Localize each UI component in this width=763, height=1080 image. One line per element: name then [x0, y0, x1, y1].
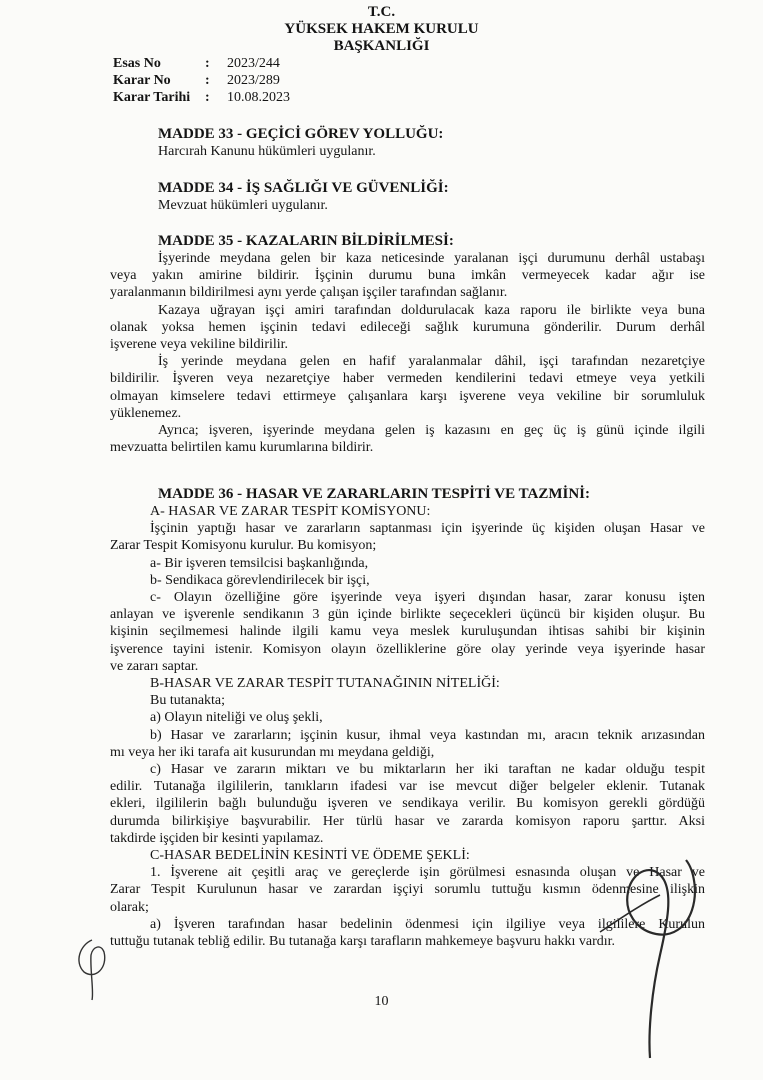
page-number: 10	[374, 994, 389, 1009]
case-row-esas: Esas No : 2023/244	[113, 56, 280, 71]
article-34-title: MADDE 34 - İŞ SAĞLIĞI VE GÜVENLİĞİ:	[158, 180, 449, 196]
case-row-date: Karar Tarihi : 10.08.2023	[113, 90, 290, 105]
header-tc: T.C.	[367, 4, 396, 20]
section-b-title: B-HASAR VE ZARAR TESPİT TUTANAĞININ NİTELİĞİ:	[150, 676, 500, 692]
esas-label: Esas No	[113, 56, 161, 71]
karar-value: 2023/289	[227, 73, 280, 88]
section-a-title: A- HASAR VE ZARAR TESPİT KOMİSYONU:	[150, 504, 431, 519]
case-info	[113, 55, 290, 106]
header-presidency: BAŞKANLIĞI	[333, 38, 430, 54]
article-35: MADDE 35 - KAZALARIN BİLDİRİLMESİ: İşyerinde meydana gelen bir kaza neticesinde yaralanan işçi durumunu derhâl ustabaşı veya yakın amirine bildirir. İşçinin durumu buna imkân vermeyecek kadar ağır ise yaralanmanın bildirilmesi aynı yerde çalışan işçiler tarafından sağlanır. Kazaya uğrayan işçi amiri tarafından doldurulacak kaza raporu ile birlikte veya buna olanak yoksa hemen işçinin tedavi edileceği sağlık kurumuna gönderilir. Durum derhâl işverene veya vekiline bildirilir. İş yerinde meydana gelen en hafif yaralanmalar dâhil, işçi tarafından nezaretçiye bildirilir. İşveren veya nezaretçiye haber vermeden kendilerini tedavi etmeye veya yetkili olmayan kimselere tedavi ettirmeye çalışanlara karşı işverene veya vekiline bir sorumluluk yüklenemez. Ayrıca; işveren, işyerinde meydana gelen iş kazasını en geç üç iş günü içinde ilgili mevzuatta belirtilen kamu kurumlarına bildirir.	[110, 233, 705, 456]
esas-value: 2023/244	[227, 56, 280, 71]
section-c-title: C-HASAR BEDELİNİN KESİNTİ VE ÖDEME ŞEKLİ:	[150, 848, 470, 864]
article-33-title: MADDE 33 - GEÇİCİ GÖREV YOLLUĞU:	[158, 126, 444, 142]
date-value: 10.08.2023	[227, 90, 290, 105]
header-institution: YÜKSEK HAKEM KURULU	[284, 21, 479, 37]
date-label: Karar Tarihi	[113, 90, 191, 105]
article-33	[110, 125, 705, 160]
article-34-text: Mevzuat hükümleri uygulanır.	[158, 198, 328, 213]
case-row-karar: Karar No : 2023/289	[113, 73, 280, 88]
article-36: MADDE 36 - HASAR VE ZARARLARIN TESPİTİ VE TAZMİNİ: A- HASAR VE ZARAR TESPİT KOMİSYONU: İşçinin yaptığı hasar ve zararların saptanması için işyerinde üç kişiden oluşan Hasar ve Zarar Tespit Komisyonu kurulur. Bu komisyon; a- Bir işveren temsilcisi başkanlığında, b- Sendikaca görevlendirilecek bir işçi, c- Olayın özelliğine göre işyerinde veya işyeri dışından hasar, zarar konusu işten anlayan ve işverenle sendikanın 3 gün içinde birlikte seçecekleri üçüncü bir kişiden oluşur. Bu kişinin seçilmemesi halinde ilgili kamu veya meslek kuruluşundan ihtisas sahibi bir kişinin işverence tayini istenir. Komisyon olayın özelliklerine göre olay yerinde veya işyerinde hasar ve zararı saptar. B-HASAR VE ZARAR TESPİT TUTANAĞININ NİTELİĞİ: Bu tutanakta; a) Olayın niteliği ve oluş şekli, b) Hasar ve zararların; işçinin kusur, ihmal veya kastından mı, aracın teknik arızasından mı veya her iki tarafa ait kusurundan mı meydana geldiği, c) Hasar ve zararın miktarı ve bu miktarların her iki taraftan ne kadar olduğu tespit edilir. Tutanağa ilgililerin, tanıkların ifadesi var ise mevcut diğer belgeler eklenir. Tutanak ekleri, ilgililerin bağlı bulunduğu işveren ve sendikaya verilir. Bu komisyon gerekli gördüğü durumda bilirkişiye başvurabilir. Her türlü hasar ve zararda komisyon raporu şarttır. Aksi takdirde işçiden bir kesinti yapılamaz. C-HASAR BEDELİNİN KESİNTİ VE ÖDEME ŞEKLİ: 1. İşverene ait çeşitli araç ve gereçlerde işin görülmesi esnasında oluşan ve Hasar ve Zarar Tespit Kurulunun hasar ve zarardan işçiyi sorumlu tuttuğu kısmın ödenmesine ilişkin olarak; a) İşveren tarafından hasar bedelinin ödenmesi için ilgiliye veya ilgililere Kurulun tuttuğu tutanak tebliğ edilir. Bu tutanağa karşı tarafların mahkemeye başvuru hakkı vardır.	[110, 486, 705, 950]
article-36-title: MADDE 36 - HASAR VE ZARARLARIN TESPİTİ VE TAZMİNİ:	[158, 486, 591, 502]
article-35-title: MADDE 35 - KAZALARIN BİLDİRİLMESİ:	[158, 233, 454, 249]
karar-label: Karar No	[113, 73, 171, 88]
article-34	[110, 179, 705, 214]
article-33-text: Harcırah Kanunu hükümleri uygulanır.	[158, 144, 376, 159]
